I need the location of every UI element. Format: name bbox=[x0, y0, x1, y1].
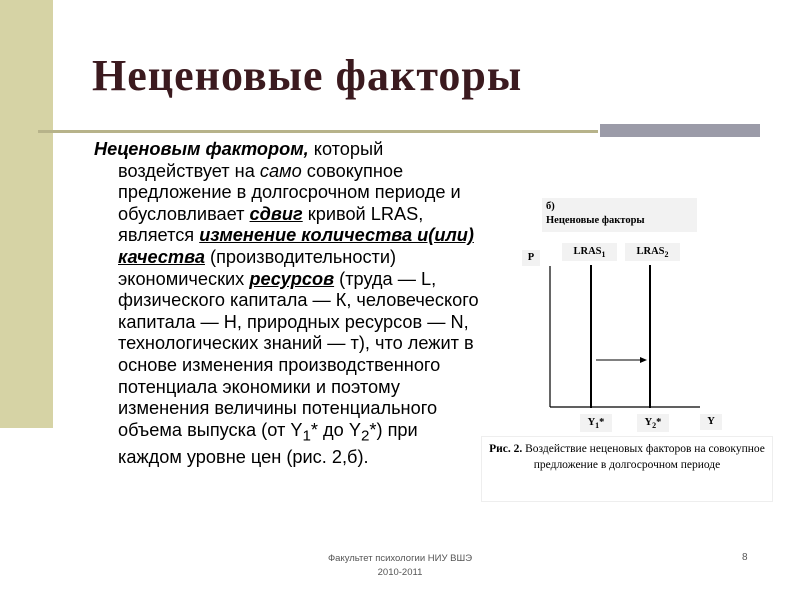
figure-panel-label: б) bbox=[546, 201, 555, 212]
x-axis-label: Y bbox=[700, 414, 722, 430]
footer-line2: 2010-2011 bbox=[377, 567, 423, 578]
footer-line1: Факультет психологии НИУ ВШЭ bbox=[327, 553, 473, 564]
title-rule-right bbox=[600, 124, 760, 137]
term-change: изменение количества и(или) качества bbox=[118, 225, 474, 267]
curve-label-lras1: $LRAS_1$ bbox=[562, 243, 617, 261]
caption-number: Рис. 2. bbox=[489, 443, 523, 455]
text-seg: (труда — L, физического капитала — К, человеческого капитала — Н, природных ресурсов — N, технологических знаний — т), что лежит в основе изменения производственного потенциала экономики и поэтому изменения величины потенциального объема выпуска (от Y bbox=[118, 268, 479, 440]
side-decor-bar bbox=[0, 0, 53, 428]
page-number: 8 bbox=[742, 552, 748, 563]
term-resources: ресурсов bbox=[249, 268, 335, 289]
text-seg: который воздействует на bbox=[118, 139, 384, 181]
body-paragraph bbox=[94, 139, 484, 469]
text-seg: совокупное предложение в долгосрочном периоде и обусловливает bbox=[118, 160, 461, 224]
figure-panel-header bbox=[542, 198, 697, 232]
y-axis-label: P bbox=[522, 250, 540, 266]
shift-arrow-head bbox=[640, 357, 647, 363]
text-seg: (производительности) экономических bbox=[118, 246, 397, 289]
text-italic: само bbox=[259, 160, 302, 181]
subscript: 2 bbox=[360, 427, 370, 445]
y1-label: $Y_1*$ bbox=[580, 414, 612, 432]
term-shift: сдвиг bbox=[249, 203, 303, 224]
caption-text bbox=[482, 437, 772, 477]
figure-panel-title: Неценовые факторы bbox=[546, 215, 645, 226]
body-text bbox=[94, 139, 484, 469]
text-seg: кривой LRAS, является bbox=[118, 203, 424, 246]
subscript: 1 bbox=[302, 427, 311, 445]
text-seg: * до Y bbox=[310, 419, 361, 440]
slide-title: Неценовые факторы bbox=[92, 51, 523, 100]
y2-label: $Y_2*$ bbox=[637, 414, 669, 432]
figure-caption bbox=[482, 437, 772, 501]
caption-body: Воздействие неценовых факторов на совокупное предложение в долгосрочном периоде bbox=[522, 443, 765, 471]
term-bold: Неценовым фактором, bbox=[94, 139, 309, 159]
curve-label-lras2: $LRAS_2$ bbox=[625, 243, 680, 261]
text-seg: *) при каждом уровне цен (рис. 2,б). bbox=[118, 419, 418, 467]
footer bbox=[300, 552, 500, 580]
title-rule-left bbox=[38, 130, 598, 133]
